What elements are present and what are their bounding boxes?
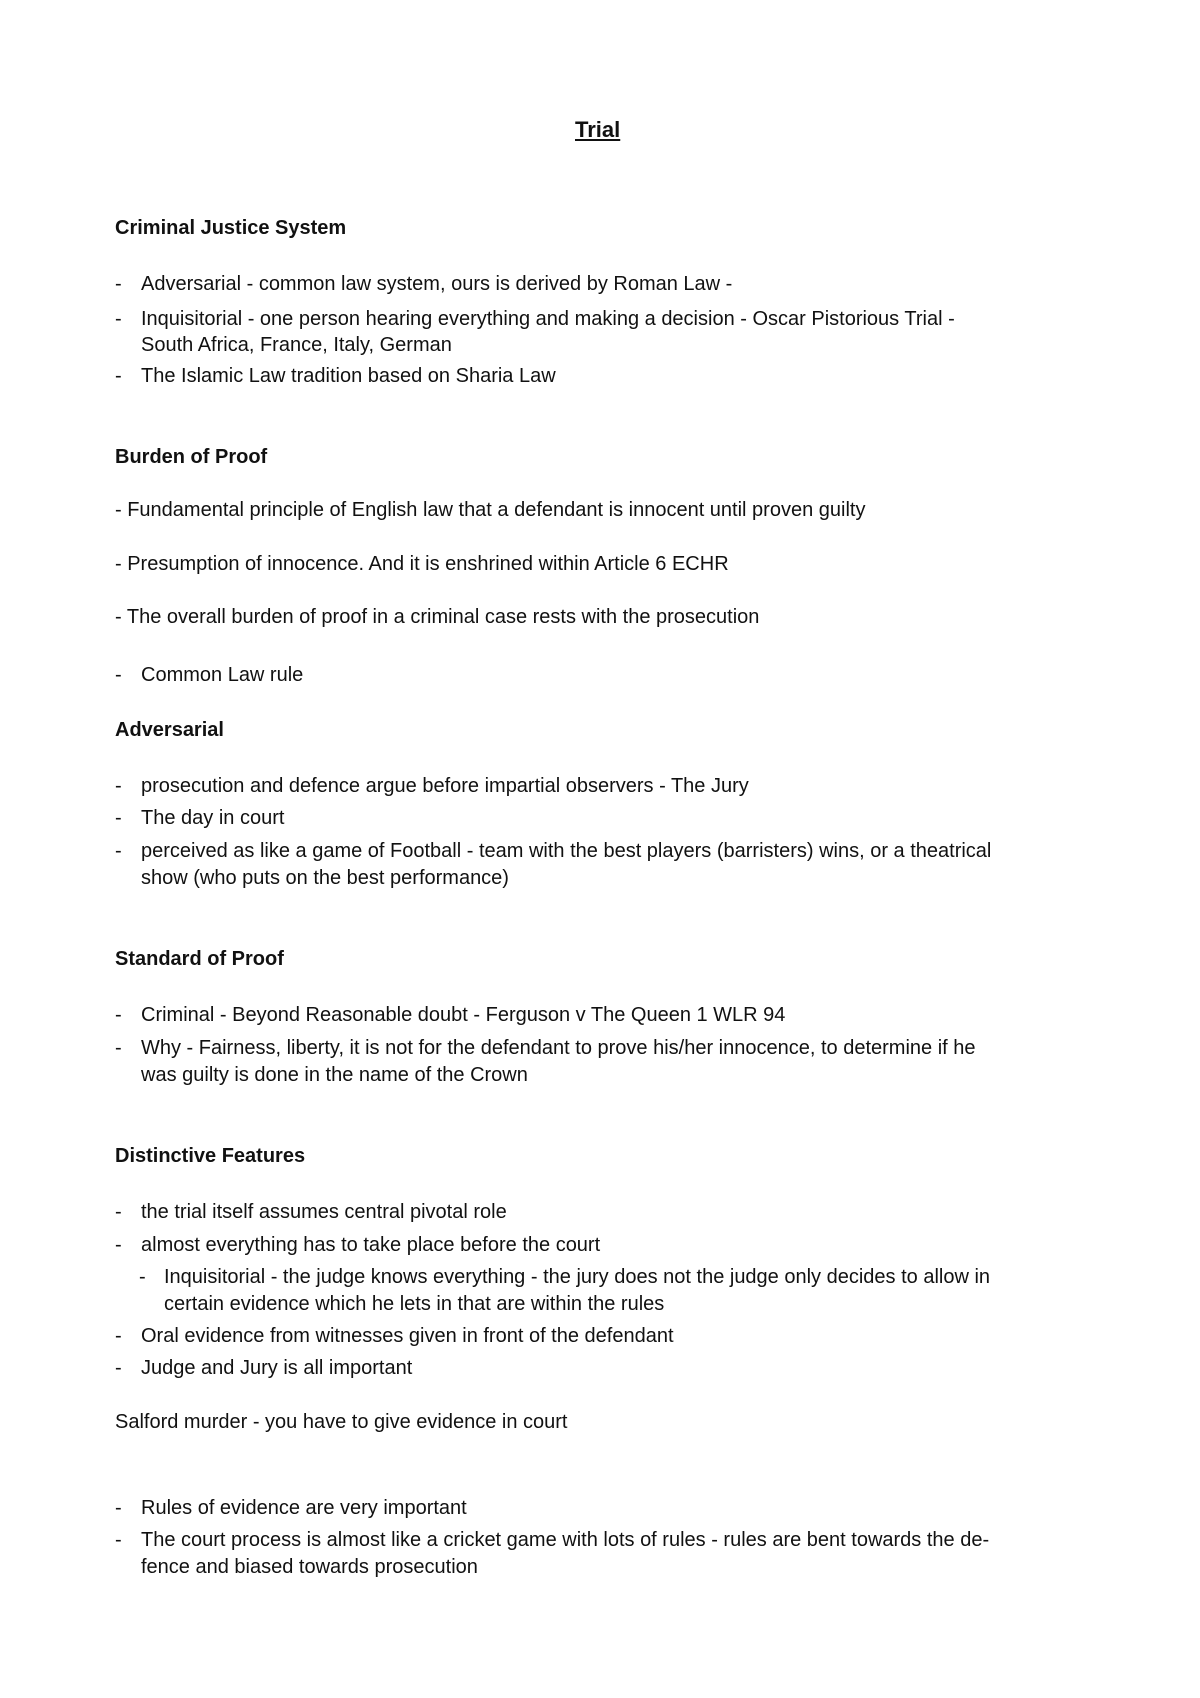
list-item: prosecution and defence argue before impartial observers - The Jury	[141, 775, 749, 797]
bullet-dash: -	[115, 1325, 122, 1347]
list-item: Judge and Jury is all important	[141, 1357, 413, 1379]
bullet-dash: -	[115, 775, 122, 797]
bullet-dash: -	[115, 1234, 122, 1256]
list-item: The court process is almost like a cricket game with lots of rules - rules are bent towards the de-	[141, 1529, 990, 1551]
list-item-continuation: show (who puts on the best performance)	[141, 867, 509, 889]
list-item-continuation: was guilty is done in the name of the Crown	[141, 1064, 528, 1086]
sub-list-item-continuation: certain evidence which he lets in that are within the rules	[164, 1293, 665, 1315]
page-title: Trial	[575, 117, 621, 142]
bullet-dash: -	[115, 807, 122, 829]
list-item: Adversarial - common law system, ours is derived by Roman Law -	[141, 273, 733, 295]
section-heading-distinctive: Distinctive Features	[115, 1145, 306, 1167]
list-item: Common Law rule	[141, 664, 304, 686]
section-heading-adversarial: Adversarial	[115, 719, 224, 741]
bullet-dash: -	[115, 365, 122, 387]
paragraph-item: - Presumption of innocence. And it is enshrined within Article 6 ECHR	[115, 553, 729, 575]
list-item: Oral evidence from witnesses given in front of the defendant	[141, 1325, 674, 1347]
paragraph-item: - The overall burden of proof in a criminal case rests with the prosecution	[115, 606, 760, 628]
bullet-dash: -	[115, 1004, 122, 1026]
list-item-continuation: fence and biased towards prosecution	[141, 1556, 478, 1578]
sub-bullet-dash: -	[139, 1266, 146, 1288]
list-item: Inquisitorial - one person hearing everything and making a decision - Oscar Pistorious Trial -	[141, 308, 955, 330]
list-item: Criminal - Beyond Reasonable doubt - Ferguson v The Queen 1 WLR 94	[141, 1004, 786, 1026]
paragraph-item: - Fundamental principle of English law that a defendant is innocent until proven guilty	[115, 499, 866, 521]
bullet-dash: -	[115, 1357, 122, 1379]
list-item: The day in court	[141, 807, 285, 829]
bullet-dash: -	[115, 1497, 122, 1519]
bullet-dash: -	[115, 1529, 122, 1551]
list-item: The Islamic Law tradition based on Sharia Law	[141, 365, 556, 387]
section-heading-standard: Standard of Proof	[115, 948, 284, 970]
bullet-dash: -	[115, 1037, 122, 1059]
sub-list-item: Inquisitorial - the judge knows everything - the jury does not the judge only decides to allow in	[164, 1266, 991, 1288]
bullet-dash: -	[115, 308, 122, 330]
bullet-dash: -	[115, 664, 122, 686]
section-heading-criminal-justice: Criminal Justice System	[115, 217, 347, 239]
note-text: Salford murder - you have to give evidence in court	[115, 1411, 568, 1433]
list-item: the trial itself assumes central pivotal role	[141, 1201, 507, 1223]
list-item: almost everything has to take place before the court	[141, 1234, 601, 1256]
bullet-dash: -	[115, 273, 122, 295]
list-item-continuation: South Africa, France, Italy, German	[141, 334, 452, 356]
list-item: Why - Fairness, liberty, it is not for the defendant to prove his/her innocence, to determine if he	[141, 1037, 976, 1059]
section-heading-burden: Burden of Proof	[115, 446, 268, 468]
list-item: Rules of evidence are very important	[141, 1497, 467, 1519]
bullet-dash: -	[115, 1201, 122, 1223]
bullet-dash: -	[115, 840, 122, 862]
list-item: perceived as like a game of Football - team with the best players (barristers) wins, or a theatrical	[141, 840, 992, 862]
